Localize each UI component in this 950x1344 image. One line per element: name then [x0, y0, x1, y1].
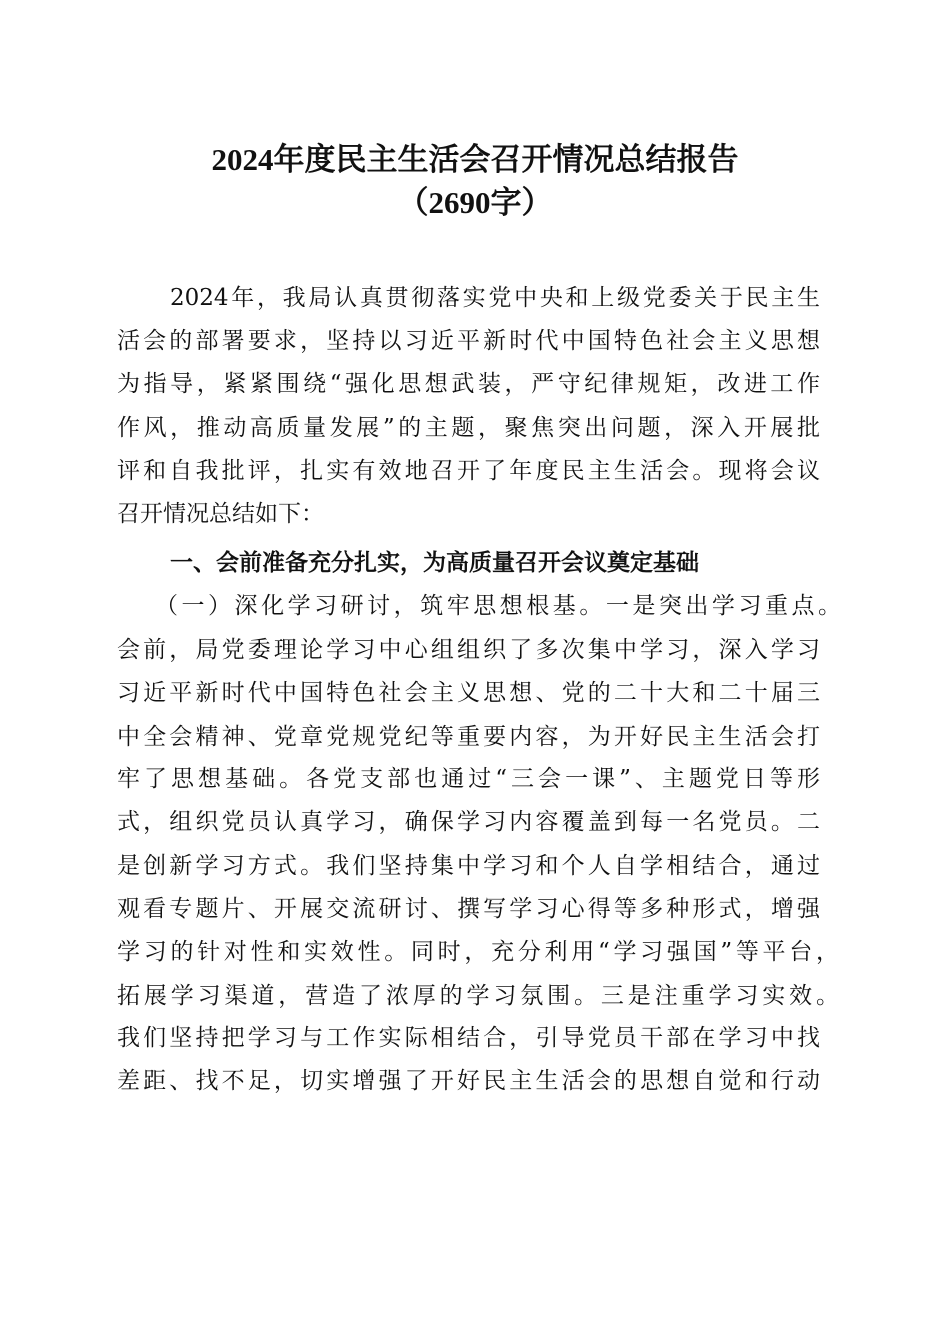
text-line: 牢了思想基础。各党支部也通过“三会一课”、主题党日等形	[117, 766, 820, 792]
text-line: 活会的部署要求，坚持以习近平新时代中国特色社会主义思想	[117, 328, 820, 354]
text-line: 为指导，紧紧围绕“强化思想武装，严守纪律规矩，改进工作	[117, 371, 820, 397]
text-line: 差距、找不足，切实增强了开好民主生活会的思想自觉和行动	[117, 1068, 820, 1094]
text-line: 会前，局党委理论学习中心组组织了多次集中学习，深入学习	[117, 637, 820, 663]
document-title: 2024年度民主生活会召开情况总结报告	[211, 142, 739, 177]
text-line: 学习的针对性和实效性。同时，充分利用“学习强国”等平台，	[117, 939, 839, 965]
text-line: 式，组织党员认真学习，确保学习内容覆盖到每一名党员。二	[117, 809, 820, 835]
text-line: 习近平新时代中国特色社会主义思想、党的二十大和二十届三	[117, 680, 820, 706]
document-subtitle: （2690字）	[397, 185, 553, 220]
section-heading: 一、会前准备充分扎实，为高质量召开会议奠定基础	[170, 550, 699, 576]
text-line: 作风，推动高质量发展”的主题，聚焦突出问题，深入开展批	[117, 415, 820, 441]
text-line: 拓展学习渠道，营造了浓厚的学习氛围。三是注重学习实效。	[117, 983, 839, 1009]
text-line: 是创新学习方式。我们坚持集中学习和个人自学相结合，通过	[117, 853, 820, 879]
text-line: 2024年，我局认真贯彻落实党中央和上级党委关于民主生	[170, 285, 820, 311]
text-line: 召开情况总结如下：	[117, 501, 324, 527]
text-line: （一）深化学习研讨，筑牢思想根基。一是突出学习重点。	[155, 593, 841, 619]
text-line: 评和自我批评，扎实有效地召开了年度民主生活会。现将会议	[117, 458, 820, 484]
text-line: 中全会精神、党章党规党纪等重要内容，为开好民主生活会打	[117, 724, 820, 750]
text-line: 我们坚持把学习与工作实际相结合，引导党员干部在学习中找	[117, 1025, 820, 1051]
text-line: 观看专题片、开展交流研讨、撰写学习心得等多种形式，增强	[117, 896, 820, 922]
